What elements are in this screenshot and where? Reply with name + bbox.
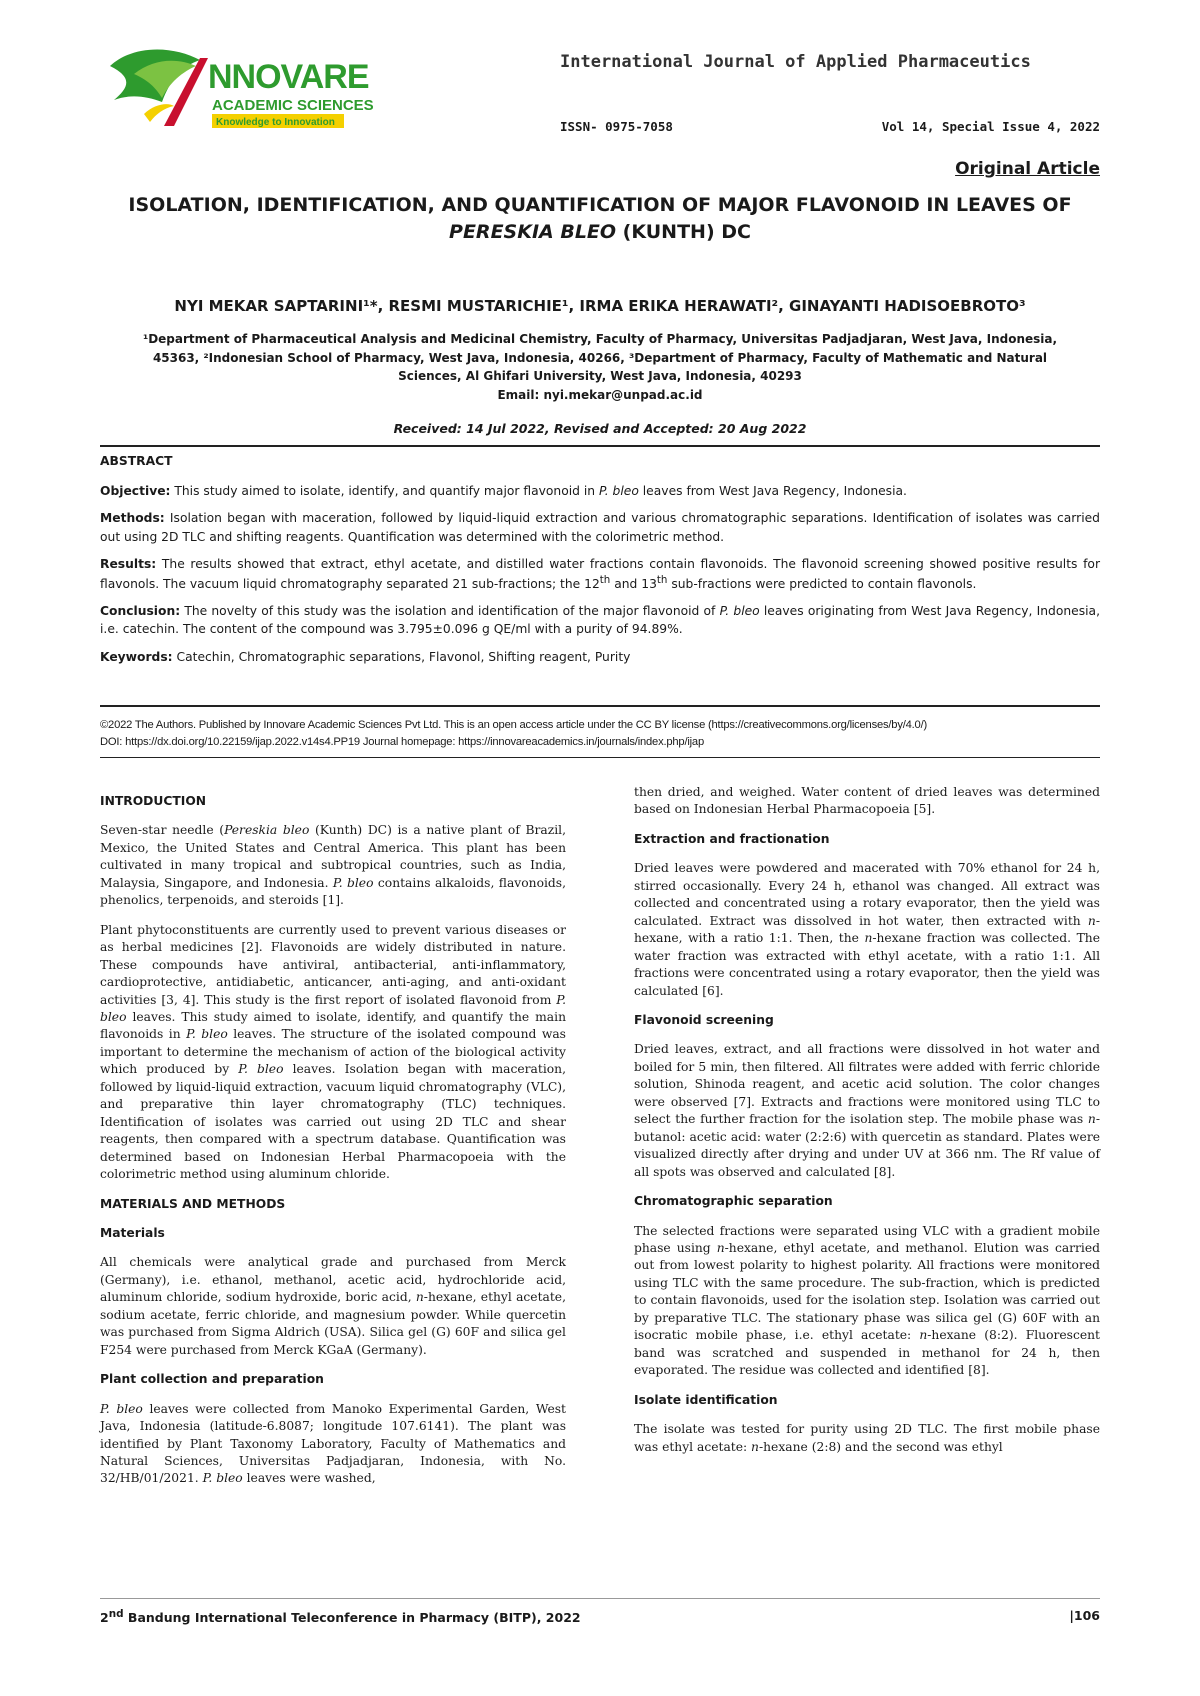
materials-b: -hexane, ethyl acetate, sodium acetate, ferric chloride, and magnesium powder. While quercetin was purchased from Sigma Aldrich (USA). Silica gel (G) 60F and silica gel F254 were purchased from Merck KGaA (Germany). [100,1290,566,1357]
conclusion-label: Conclusion: [100,604,181,619]
plant-em2: P. bleo [202,1471,243,1486]
keywords-label: Keywords: [100,649,173,664]
footer-conf-sup: nd [108,1608,124,1620]
journal-logo [104,44,374,144]
intro-p1-em2: P. bleo [332,875,374,890]
extraction-paragraph [634,860,1100,1000]
continued-paragraph: then dried, and weighed. Water content of dried leaves was determined based on Indonesian Herbal Pharmacopoeia [5]. [634,785,1100,817]
conclusion-species: P. bleo [719,604,760,619]
abstract-heading: ABSTRACT [100,454,173,468]
isolate-paragraph [634,1421,1100,1456]
affiliations [130,330,1070,404]
materials-methods-heading: MATERIALS AND METHODS [100,1196,286,1211]
intro-paragraph-1 [100,822,566,909]
screening-paragraph [634,1041,1100,1181]
plant-a: leaves were collected from Manoko Experimental Garden, West Java, Indonesia (latitude-6.8087; longitude 107.6141). The plant was identified by Plant Taxonomy Laboratory, Faculty of Mathematics and Natural Sciences, Universitas Padjadjaran, Indonesia, with No. 32/HB/01/2021. [100,1401,566,1486]
intro-p1-c: contains alkaloids, flavonoids, phenolics, terpenoids, and steroids [1]. [100,875,566,908]
extraction-a: Dried leaves were powdered and macerated with 70% ethanol for 24 h, stirred occasionally. Every 24 h, ethanol was changed. All extract was collected and concentrated using a rotary evaporator, then the yield was calculated. Extract was dissolved in hot water, then extracted with [634,861,1100,928]
keywords-text: Catechin, Chromatographic separations, Flavonol, Shifting reagent, Purity [172,649,631,664]
intro-p1-b: (Kunth) DC) is a native plant of Brazil, Mexico, the United States and Central America. This plant has been cultivated in many tropical and subtropical countries, such as India, Malaysia, Singapore, and Indonesia. [100,823,566,890]
chrom-c: -hexane (8:2). Fluorescent band was scratched and suspended in methanol for 24 h, then evaporated. The residue was collected and identified [8]. [634,1328,1100,1378]
conclusion-text-b: leaves originating from West Java Regency, Indonesia, i.e. catechin. The content of the compound was 3.795±0.096 g QE/ml with a purity of 94.89%. [100,604,1100,637]
isolate-identification-heading: Isolate identification [634,1392,778,1407]
logo-wordmark: NNOVARE [208,58,369,96]
license-block [100,717,1100,752]
abstract-objective [100,482,1100,500]
chrom-a: The selected fractions were separated using VLC with a gradient mobile phase using [634,1223,1100,1255]
results-label: Results: [100,556,157,571]
right-column [634,784,1100,1468]
abstract-methods [100,509,1100,545]
isolate-em: n [751,1439,759,1454]
intro-p1-a: Seven-star needle ( [100,823,225,838]
extraction-b: -hexane, with a ratio 1:1. Then, the [634,913,1100,946]
results-text-a: The results showed that extract, ethyl acetate, and distilled water fractions contain flavonoids. The flavonoid screening showed positive results for flavonols. The vacuum liquid chromatography separated 21 sub-fractions; the 12 [100,556,1100,592]
plant-em1: P. bleo [100,1401,143,1416]
footer-conference [100,1607,581,1627]
chromatographic-heading: Chromatographic separation [634,1194,833,1209]
footer-conf-pre: 2 [100,1610,109,1626]
extraction-c: -hexane fraction was collected. The water fraction was extracted with ethyl acetate, with a ratio 1:1. All fractions were concentrated using a rotary evaporator, then the yield was calculated [6]. [634,931,1100,998]
methods-text: Isolation began with maceration, followed by liquid-liquid extraction and various chromatographic separations. Identification of isolates was carried out using 2D TLC and shifting reagents. Quantification was determined with the colorimetric method. [100,511,1100,544]
license-text: ©2022 The Authors. Published by Innovare Academic Sciences Pvt Ltd. This is an open access article under the CC BY license (https://creativecommons.org/licenses/by/4.0/) [100,719,928,731]
page-number: |106 [1069,1608,1100,1623]
isolate-a: The isolate was tested for purity using 2D TLC. The first mobile phase was ethyl acetate: [634,1422,1100,1454]
screening-b: -butanol: acetic acid: water (2:2:6) with quercetin as standard. Plates were visualized directly after drying and under UV at 366 nm. The Rf value of all spots was observed and calculated [8]. [634,1112,1100,1179]
materials-a: All chemicals were analytical grade and purchased from Merck (Germany), i.e. ethanol, methanol, acetic acid, hydrochloride acid, aluminum chloride, sodium hydroxide, boric acid, [100,1255,566,1305]
rule-mid [100,705,1100,707]
intro-p2-b: leaves. This study aimed to isolate, identify, and quantify the main flavonoids in [100,1009,566,1042]
flavonoid-screening-heading: Flavonoid screening [634,1012,774,1027]
abstract-block [100,452,1100,675]
rule-bottom [100,757,1100,758]
rule-top [100,445,1100,447]
logo-tagline: Knowledge to Innovation [216,117,335,128]
plant-collection-heading: Plant collection and preparation [100,1372,324,1387]
intro-p1-em1: Pereskia bleo [224,823,310,838]
footer-rule [100,1598,1100,1599]
objective-label: Objective: [100,484,171,499]
chrom-em1: n [716,1240,725,1255]
volume-issue: Vol 14, Special Issue 4, 2022 [881,119,1100,134]
intro-paragraph-2 [100,922,566,1184]
objective-text-b: leaves from West Java Regency, Indonesia. [638,484,907,499]
logo-subtitle: ACADEMIC SCIENCES [212,97,374,114]
title-species: PERESKIA BLEO [449,220,617,243]
intro-p2-em1: P. bleo [100,992,566,1024]
extraction-em1: n [1087,913,1096,928]
plant-b: leaves were washed, [242,1471,376,1486]
title-line-2: (KUNTH) DC [616,220,751,243]
intro-p2-d: leaves. Isolation began with maceration, followed by liquid-liquid extraction, vacuum liquid chromatography (VLC), and preparative thin layer chromatography (TLC) techniques. Identification of isolates was carried out using 2D TLC and shear reagents, then compared with a spectrum database. Quantification was determined based on Indonesian Herbal Pharmacopoeia with the colorimetric method using aluminum chloride. [100,1062,566,1182]
intro-p2-c: leaves. The structure of the isolated compound was important to determine the mechanism of action of the biological activity which produced by [100,1027,566,1077]
objective-species: P. bleo [599,484,639,499]
chrom-em2: n [919,1328,928,1343]
abstract-keywords [100,648,1100,666]
received-dates: Received: 14 Jul 2022, Revised and Accepted: 20 Aug 2022 [393,421,807,436]
extraction-em2: n [864,931,873,946]
intro-p2-a: Plant phytoconstituents are currently used to prevent various diseases or as herbal medicines [2]. Flavonoids are widely distributed in nature. These compounds have antiviral, antibacterial, anti-inflammatory, cardioprotective, antidiabetic, anticancer, anti-aging, and anti-oxidant activities [3, 4]. This study is the first report of isolated flavonoid from [100,922,566,1007]
results-text-c: sub-fractions were predicted to contain flavonols. [667,577,977,592]
isolate-b: -hexane (2:8) and the second was ethyl [758,1439,1003,1454]
article-type: Original Article [955,159,1100,179]
materials-heading: Materials [100,1225,165,1240]
doi-homepage: DOI: https://dx.doi.org/10.22159/ijap.2022.v14s4.PP19 Journal homepage: https://innovareacademics.in/journals/index.php/ijap [100,736,704,749]
issn: ISSN- 0975-7058 [560,119,673,134]
introduction-heading: INTRODUCTION [100,794,207,808]
authors: NYI MEKAR SAPTARINI¹*, RESMI MUSTARICHIE¹, IRMA ERIKA HERAWATI², GINAYANTI HADISOEBROTO³ [174,297,1026,315]
results-text-b: and 13 [610,577,657,592]
chromatographic-paragraph [634,1223,1100,1380]
methods-label: Methods: [100,511,165,526]
abstract-results [100,555,1100,593]
materials-paragraph [100,1254,566,1359]
screening-a: Dried leaves, extract, and all fractions were dissolved in hot water and boiled for 5 min, then filtered. All filtrates were added with ferric chloride solution, Shinoda reagent, and acetic acid solution. The color changes were observed [7]. Extracts and fractions were monitored using TLC to select the further fraction for the isolation step. The mobile phase was [634,1042,1100,1127]
conclusion-text-a: The novelty of this study was the isolation and identification of the major flavonoid of [180,604,720,619]
title-line-1: ISOLATION, IDENTIFICATION, AND QUANTIFICATION OF MAJOR FLAVONOID IN LEAVES OF [128,194,1072,216]
intro-p2-em2: P. bleo [186,1027,228,1042]
corresponding-email: Email: nyi.mekar@unpad.ac.id [497,387,703,402]
objective-text-a: This study aimed to isolate, identify, and quantify major flavonoid in [170,484,599,499]
extraction-heading: Extraction and fractionation [634,831,830,846]
screening-em: n [1087,1112,1096,1127]
left-column [100,793,566,1500]
abstract-conclusion [100,602,1100,638]
footer-conf-post: Bandung International Teleconference in Pharmacy (BITP), 2022 [123,1610,581,1626]
affiliation-text: ¹Department of Pharmaceutical Analysis and Medicinal Chemistry, Faculty of Pharmacy, Universitas Padjadjaran, West Java, Indonesia, 45363, ²Indonesian School of Pharmacy, West Java, Indonesia, 40266, ³Department of Pharmacy, Faculty of Mathematic and Natural Sciences, Al Ghifari University, West Java, Indonesia, 40293 [142,332,1058,384]
materials-em: n [415,1290,424,1305]
intro-p2-em3: P. bleo [238,1062,284,1077]
plant-paragraph [100,1401,566,1488]
results-sup-2: th [656,573,668,586]
journal-name: International Journal of Applied Pharmaceutics [560,52,1031,72]
results-sup-1: th [599,573,611,586]
paper-title [100,192,1100,246]
chrom-b: -hexane, ethyl acetate, and methanol. Elution was carried out from lowest polarity to highest polarity. All fractions were monitored using TLC with the same procedure. The sub-fraction, which is predicted to contain flavonoids, used for the isolation step. Isolation was carried out by preparative TLC. The stationary phase was silica gel (G) 60F with an isocratic mobile phase, i.e. ethyl acetate: [634,1240,1101,1343]
